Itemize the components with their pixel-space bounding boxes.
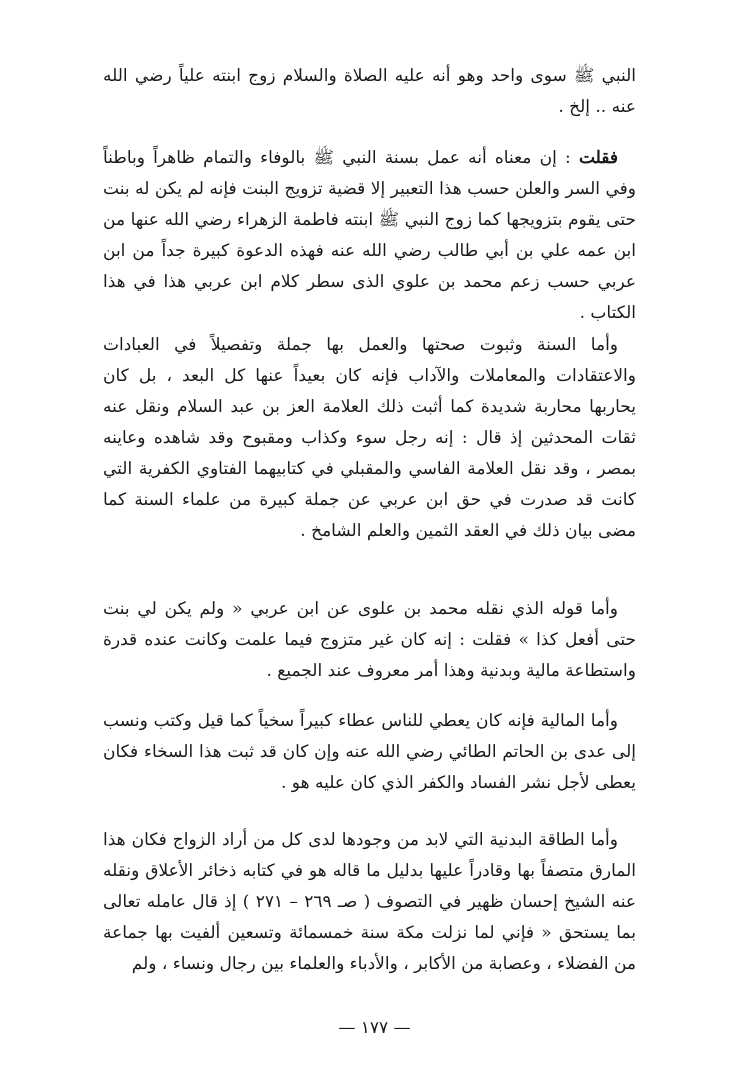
paragraph-5 (103, 706, 636, 799)
paragraph-3-text: وأما السنة وثبوت صحتها والعمل بها جملة وتفصيلاً في العبادات والاعتقادات والمعاملات والآداب فإنه كان بعيداً عنها كل البعد ، بل كان يحاربها محاربة شديدة كما أثبت ذلك العلامة العز بن عبد السلام ونقل عنه ثقات المحدثين إذ قال : إنه رجل سوء وكذاب ومقبوح وقد شاهده وعاينه بمصر ، وقد نقل العلامة الفاسي والمقبلي في كتابيهما الفتاوي الكفرية التي كانت قد صدرت في حق ابن عربي عن جملة كبيرة من علماء السنة كما مضى بيان ذلك في العقد الثمين والعلم الشامخ . (103, 335, 636, 541)
paragraph-2-lead: فقلت (578, 148, 618, 168)
paragraph-1 (103, 61, 636, 123)
page-number: — ١٧٧ — (338, 1018, 411, 1038)
paragraph-4-text: وأما قوله الذي نقله محمد بن علوى عن ابن عربي « ولم يكن لي بنت حتى أفعل كذا » فقلت : إنه كان غير متزوج فيما علمت وكانت عنده قدرة واستطاعة مالية وبدنية وهذا أمر معروف عند الجميع . (103, 599, 636, 681)
paragraph-2-text: : إن معناه أنه عمل بسنة النبي ﷺ بالوفاء والتمام ظاهراً وباطناً وفي السر والعلن حسب هذا التعبير إلا قضية تزويج البنت فإنه لم يكن له بنت حتى يقوم بتزويجها كما زوج النبي ﷺ ابنته فاطمة الزهراء رضي الله عنها من ابن عمه علي بن أبي طالب رضي الله عنه فهذه الدعوة كبيرة جداً من ابن عربي حسب زعم محمد بن علوي الذى سطر كلام ابن عربي هذا في هذا الكتاب . (103, 148, 636, 323)
paragraph-1-text: النبي ﷺ سوى واحد وهو أنه عليه الصلاة والسلام زوج ابنته علياً رضي الله عنه .. إلخ . (103, 66, 636, 117)
paragraph-5-text: وأما المالية فإنه كان يعطي للناس عطاء كبيراً سخياً كما قيل وكتب ونسب إلى عدى بن الحاتم الطائي رضي الله عنه وإن كان قد ثبت هذا السخاء فكان يعطى لأجل نشر الفساد والكفر الذي كان عليه هو . (103, 711, 636, 793)
paragraph-6-text: وأما الطاقة البدنية التي لابد من وجودها لدى كل من أراد الزواج فكان هذا المارق متصفاً بها وقادراً عليها بدليل ما قاله هو في كتابه ذخائر الأعلاق ونقله عنه الشيخ إحسان ظهير في التصوف ( صـ ٢٦٩ – ٢٧١ ) إذ قال عامله تعالى بما يستحق « فإني لما نزلت مكة سنة خمسمائة وتسعين ألفيت بها جماعة من الفضلاء ، وعصابة من الأكابر ، والأدباء والعلماء بين رجال ونساء ، ولم (103, 830, 636, 974)
paragraph-2 (103, 143, 636, 329)
paragraph-4 (103, 594, 636, 687)
paragraph-3 (103, 330, 636, 547)
paragraph-6 (103, 825, 636, 980)
